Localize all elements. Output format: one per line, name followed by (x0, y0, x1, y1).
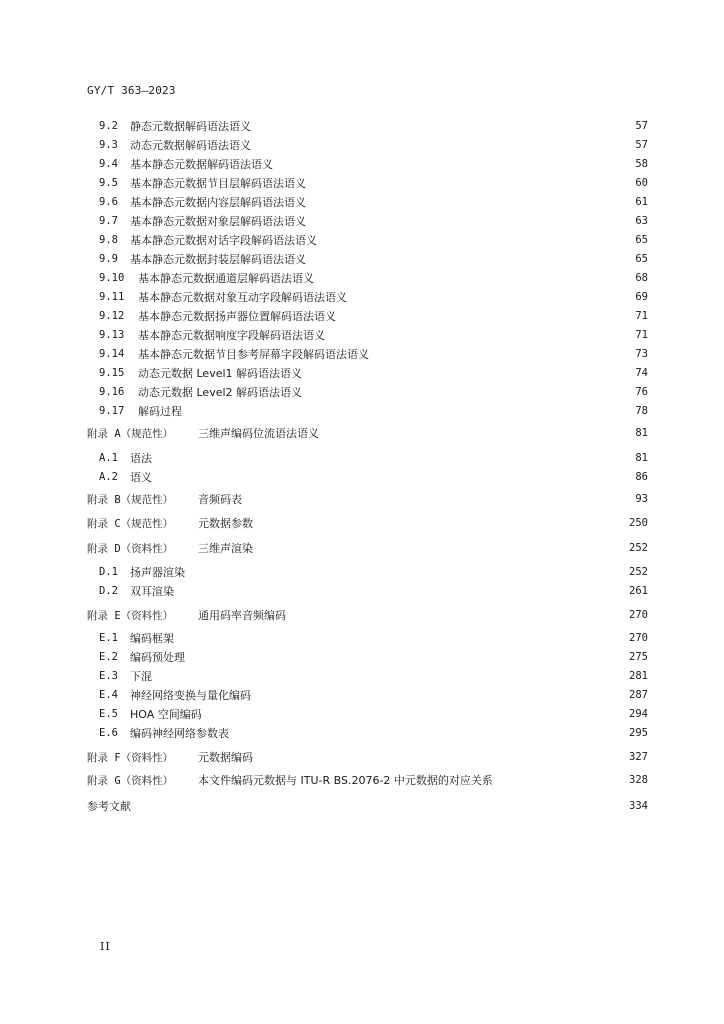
toc-entry-title: 动态元数据 Level1 解码语法语义 (138, 367, 303, 380)
toc-entry-number: 9.12 (99, 310, 125, 322)
toc-entry-number: 9.2 (99, 120, 118, 132)
dot-leader (353, 291, 624, 303)
toc-entry-title: 三维声编码位流语法语义 (198, 427, 319, 440)
toc-entry-page: 81 (635, 452, 648, 464)
toc-entry-page: 71 (635, 329, 648, 341)
toc-entry-page: 327 (629, 751, 648, 763)
toc-entry-number: E.3 (99, 670, 118, 682)
toc-entry-page: 270 (629, 609, 648, 621)
toc-entry-number: 9.8 (99, 234, 118, 246)
dot-leader (259, 542, 623, 554)
toc-entry-page: 250 (629, 517, 648, 529)
toc-entry-page: 61 (635, 196, 648, 208)
toc-entry-page: 252 (629, 566, 648, 578)
toc-entry[interactable] (99, 156, 648, 172)
toc-entry-number: 9.15 (99, 367, 125, 379)
toc-entry-number: 9.14 (99, 348, 125, 360)
toc-entry-title: 基本静态元数据节目参考屏幕字段解码语法语义 (138, 348, 369, 361)
toc-entry-page: 63 (635, 215, 648, 227)
toc-entry-title: 基本静态元数据对话字段解码语法语义 (130, 234, 317, 247)
toc-entry-number: 9.17 (99, 405, 125, 417)
toc-entry-title: 解码过程 (138, 405, 182, 418)
toc-entry-page: 74 (635, 367, 648, 379)
toc-entry-title: 基本静态元数据对象互动字段解码语法语义 (138, 291, 347, 304)
toc-entry-title: 本文件编码元数据与 ITU-R BS.2076-2 中元数据的对应关系 (198, 774, 493, 787)
toc-entry-page: 65 (635, 234, 648, 246)
toc-entry-page: 275 (629, 651, 648, 663)
toc-entry-page: 294 (629, 708, 648, 720)
toc-entry-page: 270 (629, 632, 648, 644)
toc-entry-number: E.2 (99, 651, 118, 663)
toc-entry-title: 静态元数据解码语法语义 (130, 120, 251, 133)
toc-entry[interactable] (99, 649, 648, 665)
toc-entry-number: 9.7 (99, 215, 118, 227)
toc-entry-title: 下混 (130, 670, 152, 683)
toc-entry-page: 261 (629, 585, 648, 597)
toc-entry[interactable] (99, 469, 648, 485)
toc-entry-number: 9.5 (99, 177, 118, 189)
toc-entry[interactable] (99, 706, 648, 722)
toc-entry-page: 78 (635, 405, 648, 417)
toc-entry-number: 9.13 (99, 329, 125, 341)
toc-entry-number: 附录 G（资料性） (87, 774, 174, 787)
dot-leader (208, 708, 623, 720)
dot-leader (137, 800, 623, 812)
toc-entry-title: 基本静态元数据解码语法语义 (130, 158, 273, 171)
toc-entry-number: E.6 (99, 727, 118, 739)
dot-leader (180, 632, 623, 644)
toc-entry[interactable] (99, 450, 648, 466)
dot-leader (259, 517, 623, 529)
toc-entry[interactable] (99, 232, 648, 248)
toc-entry-page: 73 (635, 348, 648, 360)
toc-entry-title: 动态元数据 Level2 解码语法语义 (138, 386, 303, 399)
toc-entry-title: 元数据编码 (198, 751, 253, 764)
toc-entry-title: 编码框架 (130, 632, 174, 645)
toc-entry-page: 281 (629, 670, 648, 682)
toc-appendix-entry[interactable] (87, 772, 648, 788)
toc-entry[interactable] (99, 583, 648, 599)
toc-entry-number: 9.11 (99, 291, 125, 303)
toc-entry[interactable] (99, 384, 648, 400)
toc-appendix-entry[interactable] (87, 425, 648, 441)
toc-entry-title: 语义 (130, 471, 152, 484)
toc-appendix-entry[interactable] (87, 491, 648, 507)
toc-entry-title: 神经网络变换与量化编码 (130, 689, 251, 702)
dot-leader (158, 452, 624, 464)
dot-leader (257, 139, 624, 151)
toc-entry-page: 295 (629, 727, 648, 739)
toc-entry-number: 9.6 (99, 196, 118, 208)
toc-entry-number: D.1 (99, 566, 118, 578)
dot-leader (312, 253, 624, 265)
toc-entry-title: 三维声渲染 (198, 542, 253, 555)
dot-leader (235, 727, 623, 739)
toc-entry-page: 86 (635, 471, 648, 483)
dot-leader (257, 120, 624, 132)
dot-leader (248, 493, 624, 505)
toc-entry[interactable] (99, 118, 648, 134)
toc-appendix-entry[interactable] (87, 540, 648, 556)
toc-entry-title: 基本静态元数据通道层解码语法语义 (138, 272, 314, 285)
toc-entry-title: 编码神经网络参数表 (130, 727, 229, 740)
toc-entry[interactable] (99, 687, 648, 703)
toc-entry-number: 附录 B（规范性） (87, 493, 174, 506)
toc-entry[interactable] (99, 403, 648, 419)
toc-entry-page: 60 (635, 177, 648, 189)
toc-entry-number: E.5 (99, 708, 118, 720)
toc-appendix-entry[interactable] (87, 798, 648, 814)
dot-leader (312, 196, 624, 208)
toc-entry-number: 附录 C（规范性） (87, 517, 174, 530)
toc-entry-number: 9.10 (99, 272, 125, 284)
toc-appendix-entry[interactable] (87, 515, 648, 531)
toc-entry[interactable] (99, 365, 648, 381)
toc-entry-number: A.2 (99, 471, 118, 483)
dot-leader (325, 427, 624, 439)
toc-entry-number: E.4 (99, 689, 118, 701)
toc-entry[interactable] (99, 137, 648, 153)
dot-leader (331, 329, 624, 341)
toc-entry[interactable] (99, 194, 648, 210)
toc-entry-number: 附录 E（资料性） (87, 609, 174, 622)
toc-entry[interactable] (99, 213, 648, 229)
dot-leader (308, 386, 624, 398)
toc-entry[interactable] (99, 725, 648, 741)
toc-entry[interactable] (99, 289, 648, 305)
dot-leader (158, 471, 624, 483)
toc-entry[interactable] (99, 175, 648, 191)
toc-entry[interactable] (99, 308, 648, 324)
toc-entry-number: 9.3 (99, 139, 118, 151)
toc-entry-title: HOA 空间编码 (130, 708, 202, 721)
toc-entry-page: 65 (635, 253, 648, 265)
toc-entry-title: 基本静态元数据内容层解码语法语义 (130, 196, 306, 209)
toc-entry-number: 9.9 (99, 253, 118, 265)
toc-entry[interactable] (99, 630, 648, 646)
dot-leader (191, 651, 623, 663)
toc-entry-title: 基本静态元数据对象层解码语法语义 (130, 215, 306, 228)
dot-leader (308, 367, 624, 379)
toc-entry-title: 编码预处理 (130, 651, 185, 664)
toc-appendix-entry[interactable] (87, 749, 648, 765)
toc-entry-title: 基本静态元数据封装层解码语法语义 (130, 253, 306, 266)
dot-leader (180, 585, 623, 597)
dot-leader (375, 348, 624, 360)
toc-entry-page: 69 (635, 291, 648, 303)
toc-entry-title: 基本静态元数据扬声器位置解码语法语义 (138, 310, 336, 323)
toc-entry-page: 81 (635, 427, 648, 439)
toc-entry[interactable] (99, 668, 648, 684)
toc-appendix-entry[interactable] (87, 607, 648, 623)
toc-entry-title: 双耳渲染 (130, 585, 174, 598)
toc-entry-page: 58 (635, 158, 648, 170)
toc-entry-number: A.1 (99, 452, 118, 464)
toc-entry-page: 93 (635, 493, 648, 505)
toc-entry-title: 基本静态元数据节目层解码语法语义 (130, 177, 306, 190)
dot-leader (292, 609, 623, 621)
toc-entry-number: 9.16 (99, 386, 125, 398)
toc-entry-title: 通用码率音频编码 (198, 609, 286, 622)
toc-entry-page: 57 (635, 139, 648, 151)
toc-entry-number: 附录 A（规范性） (87, 427, 174, 440)
dot-leader (312, 177, 624, 189)
toc-entry-number: 附录 F（资料性） (87, 751, 174, 764)
toc-entry[interactable] (99, 251, 648, 267)
dot-leader (259, 751, 623, 763)
toc-entry-title: 音频码表 (198, 493, 242, 506)
dot-leader (342, 310, 624, 322)
toc-entry[interactable] (99, 270, 648, 286)
toc-entry-number: D.2 (99, 585, 118, 597)
document-code-header: GY/T 363—2023 (87, 84, 176, 97)
toc-entry-title: 基本静态元数据响度字段解码语法语义 (138, 329, 325, 342)
toc-entry-page: 57 (635, 120, 648, 132)
dot-leader (191, 566, 623, 578)
toc-entry-page: 76 (635, 386, 648, 398)
toc-entry-page: 71 (635, 310, 648, 322)
dot-leader (158, 670, 623, 682)
toc-entry-number: E.1 (99, 632, 118, 644)
toc-entry-page: 252 (629, 542, 648, 554)
toc-entry-title: 参考文献 (87, 800, 131, 813)
dot-leader (323, 234, 624, 246)
toc-entry-page: 287 (629, 689, 648, 701)
dot-leader (188, 405, 624, 417)
toc-entry-page: 334 (629, 800, 648, 812)
toc-entry-title: 语法 (130, 452, 152, 465)
toc-entry-page: 328 (629, 774, 648, 786)
toc-entry-page: 68 (635, 272, 648, 284)
toc-entry-title: 扬声器渲染 (130, 566, 185, 579)
toc-entry-number: 9.4 (99, 158, 118, 170)
toc-entry-title: 动态元数据解码语法语义 (130, 139, 251, 152)
dot-leader (279, 158, 624, 170)
toc-entry-number: 附录 D（资料性） (87, 542, 174, 555)
toc-entry[interactable] (99, 346, 648, 362)
page-number-footer: II (100, 940, 111, 953)
toc-entry[interactable] (99, 564, 648, 580)
toc-entry[interactable] (99, 327, 648, 343)
toc-entry-title: 元数据参数 (198, 517, 253, 530)
dot-leader (257, 689, 623, 701)
dot-leader (499, 774, 623, 786)
dot-leader (320, 272, 624, 284)
dot-leader (312, 215, 624, 227)
